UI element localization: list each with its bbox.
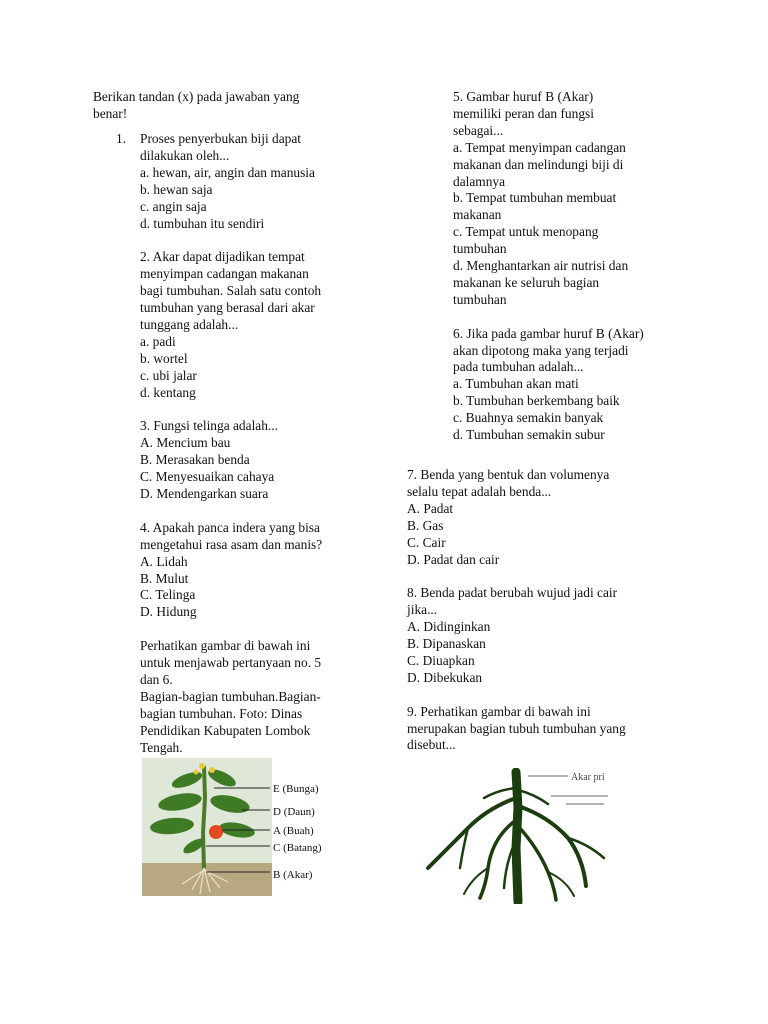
question-text: menyimpan cadangan makanan <box>140 266 309 282</box>
fruit <box>209 825 223 839</box>
answer-option[interactable]: D. Mendengarkan suara <box>140 486 269 501</box>
answer-option[interactable]: D. Dibekukan <box>407 669 483 685</box>
answer-option[interactable]: c. angin saja <box>140 198 207 214</box>
instruction-line: benar! <box>93 105 128 121</box>
answer-option[interactable]: B. Gas <box>407 517 444 533</box>
question-text: 4. Apakah panca indera yang bisa <box>140 519 320 535</box>
answer-option[interactable]: a. Tumbuhan akan mati <box>453 376 579 392</box>
answer-option[interactable]: d. tumbuhan itu sendiri <box>140 215 265 231</box>
question-text: merupakan bagian tubuh tumbuhan yang <box>407 720 626 736</box>
answer-option[interactable]: B. Merasakan benda <box>140 452 250 468</box>
answer-option[interactable]: c. Tempat untuk menopang <box>453 224 599 240</box>
question-text: 8. Benda padat berubah wujud jadi cair <box>407 585 618 601</box>
note-text: Tengah. <box>140 739 183 755</box>
instruction-line: Berikan tandan (x) pada jawaban yang <box>93 89 300 104</box>
note-text: Perhatikan gambar di bawah ini <box>140 638 311 654</box>
answer-option[interactable]: a. padi <box>140 333 176 349</box>
question-text: memiliki peran dan fungsi <box>453 105 594 121</box>
root-system <box>428 772 604 902</box>
question-number: 1. <box>116 131 127 146</box>
answer-option[interactable]: C. Diuapkan <box>407 652 475 668</box>
label-buah: A (Buah) <box>273 825 314 837</box>
root-diagram <box>408 768 648 904</box>
label-batang: C (Batang) <box>273 842 322 854</box>
answer-option[interactable]: b. hewan saja <box>140 181 213 197</box>
question-text: 6. Jika pada gambar huruf B (Akar) <box>453 325 644 341</box>
question-text: disebut... <box>407 737 456 753</box>
answer-option[interactable]: makanan dan melindungi biji di <box>453 156 624 172</box>
label-akar: B (Akar) <box>273 869 313 881</box>
answer-option[interactable]: C. Menyesuaikan cahaya <box>140 469 275 485</box>
note-text: bagian tumbuhan. Foto: Dinas <box>140 705 303 721</box>
answer-option[interactable]: b. Tumbuhan berkembang baik <box>453 393 620 409</box>
question-text: akan dipotong maka yang terjadi <box>453 342 629 358</box>
question-text: 7. Benda yang bentuk dan volumenya <box>407 467 610 482</box>
answer-option[interactable]: makanan ke seluruh bagian <box>453 274 600 290</box>
question-text: 3. Fungsi telinga adalah... <box>140 418 278 434</box>
question-text: dilakukan oleh... <box>140 147 230 163</box>
label-akar-primer: Akar pri <box>571 772 605 783</box>
plant-diagram <box>142 758 342 896</box>
question-text: mengetahui rasa asam dan manis? <box>140 536 323 552</box>
answer-option[interactable]: b. wortel <box>140 350 188 366</box>
answer-option[interactable]: c. ubi jalar <box>140 367 197 383</box>
answer-option[interactable]: C. Telinga <box>140 587 196 603</box>
question-text: pada tumbuhan adalah... <box>453 359 584 375</box>
answer-option[interactable]: d. Tumbuhan semakin subur <box>453 427 605 443</box>
question-text: selalu tepat adalah benda... <box>407 483 552 499</box>
answer-option[interactable]: d. Menghantarkan air nutrisi dan <box>453 258 629 274</box>
question-text: sebagai... <box>453 122 504 138</box>
note-text: untuk menjawab pertanyaan no. 5 <box>140 655 322 671</box>
answer-option[interactable]: dalamnya <box>453 173 506 189</box>
answer-option[interactable]: A. Didinginkan <box>407 619 491 635</box>
question-text: 5. Gambar huruf B (Akar) <box>453 89 594 104</box>
answer-option[interactable]: b. Tempat tumbuhan membuat <box>453 190 617 206</box>
label-daun: D (Daun) <box>273 806 315 818</box>
answer-option[interactable]: tumbuhan <box>453 291 507 307</box>
answer-option[interactable]: D. Hidung <box>140 604 197 620</box>
stem <box>203 766 205 870</box>
question-text: tunggang adalah... <box>140 316 239 332</box>
answer-option[interactable]: makanan <box>453 207 502 223</box>
plant-figure <box>142 758 342 896</box>
root-figure <box>408 768 648 904</box>
question-text: 2. Akar dapat dijadikan tempat <box>140 249 305 265</box>
question-text: bagi tumbuhan. Salah satu contoh <box>140 283 322 299</box>
questions-7-9 <box>407 467 626 754</box>
question-text: 9. Perhatikan gambar di bawah ini <box>407 703 591 719</box>
questions-5-6 <box>453 89 644 444</box>
instruction <box>93 89 299 123</box>
answer-option[interactable]: D. Padat dan cair <box>407 551 500 567</box>
answer-option[interactable]: a. Tempat menyimpan cadangan <box>453 139 626 155</box>
answer-option[interactable]: A. Padat <box>407 500 454 516</box>
question-text: tumbuhan yang berasal dari akar <box>140 300 315 316</box>
answer-option[interactable]: A. Mencium bau <box>140 435 231 451</box>
answer-option[interactable]: B. Mulut <box>140 570 189 586</box>
answer-option[interactable]: C. Cair <box>407 534 446 550</box>
answer-option[interactable]: B. Dipanaskan <box>407 636 486 652</box>
question-text: jika... <box>407 602 438 618</box>
answer-option[interactable]: a. hewan, air, angin dan manusia <box>140 164 315 180</box>
answer-option[interactable]: d. kentang <box>140 384 196 400</box>
note-text: Pendidikan Kabupaten Lombok <box>140 722 311 738</box>
question-text: Proses penyerbukan biji dapat <box>140 131 302 146</box>
answer-option[interactable]: tumbuhan <box>453 241 507 257</box>
note-text: Bagian-bagian tumbuhan.Bagian- <box>140 688 321 704</box>
question-1 <box>116 131 323 756</box>
answer-option[interactable]: A. Lidah <box>140 553 188 569</box>
note-text: dan 6. <box>140 671 173 687</box>
answer-option[interactable]: c. Buahnya semakin banyak <box>453 410 604 426</box>
label-bunga: E (Bunga) <box>273 783 319 795</box>
